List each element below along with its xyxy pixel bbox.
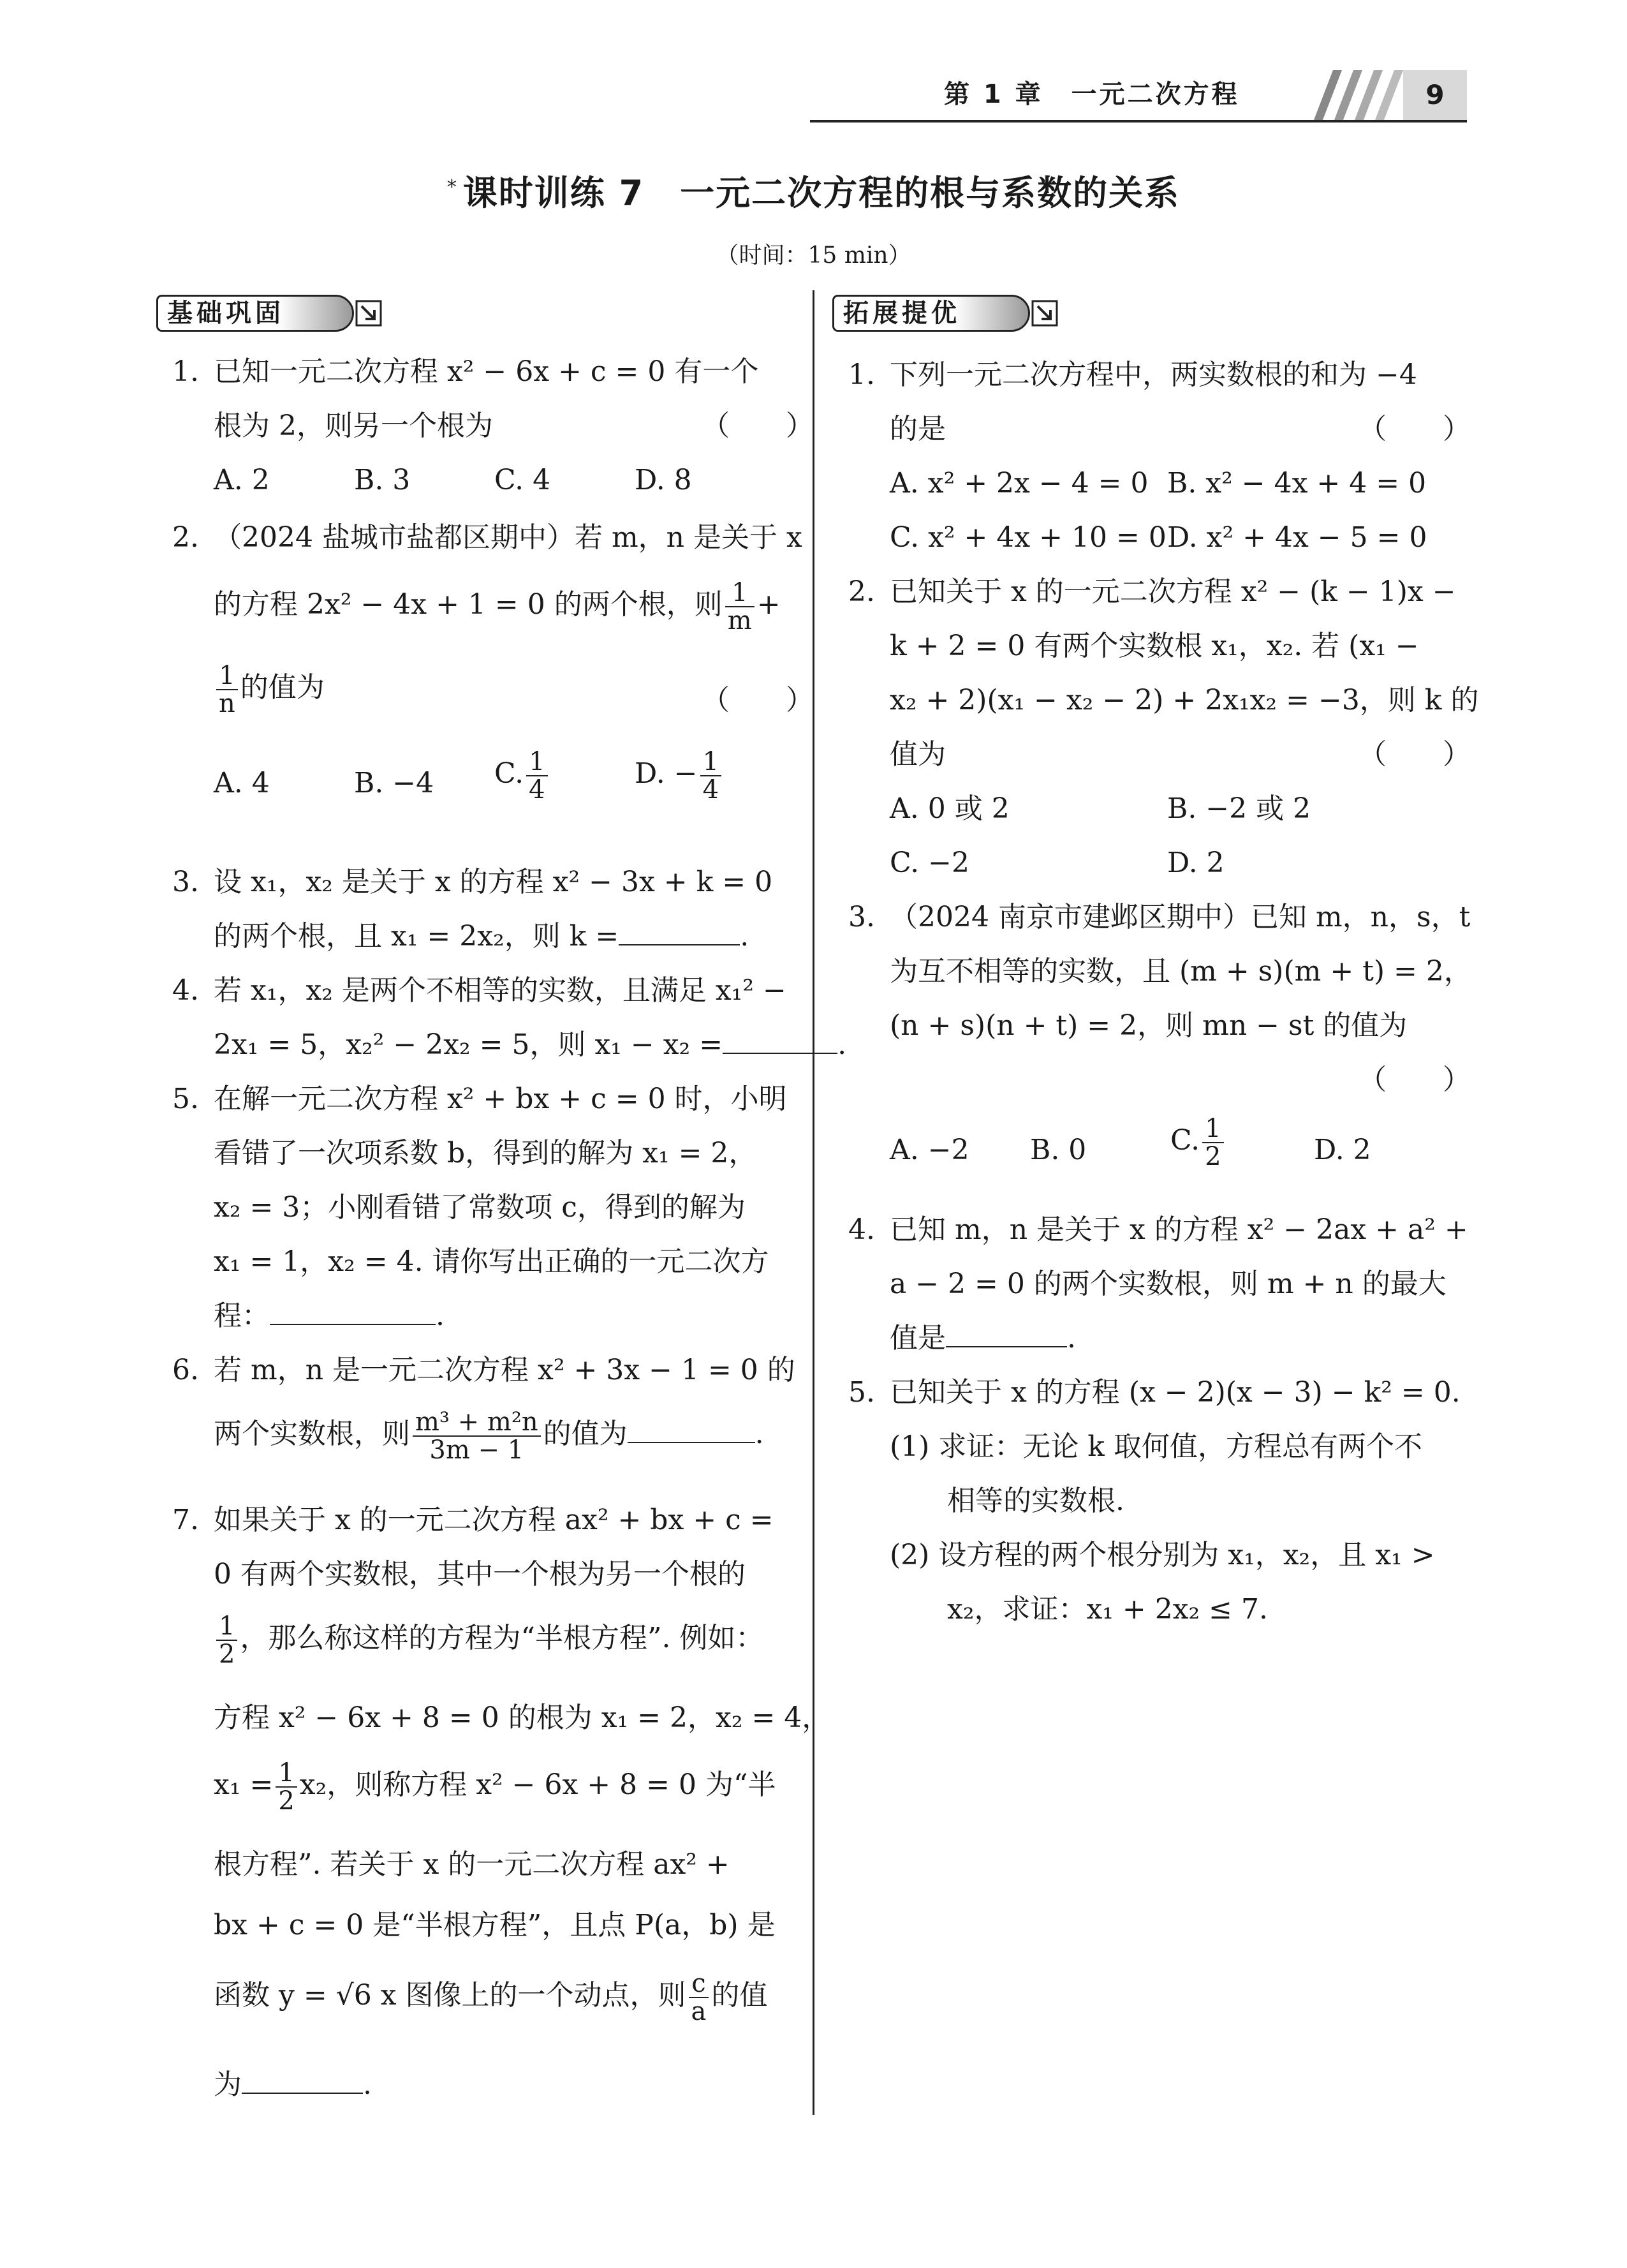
question-text: a − 2 = 0 的两个实数根，则 m + n 的最大: [890, 1268, 1447, 1300]
numerator: 1: [216, 1613, 237, 1641]
question-text: [214, 909, 749, 963]
header-rule: [810, 120, 1467, 122]
sub-question: 相等的实数根.: [947, 1485, 1124, 1517]
question-number: 4.: [848, 1213, 875, 1246]
question-text-part: ，那么称这样的方程为“半根方程”. 例如：: [240, 1622, 764, 1654]
option-d: D. x² + 4x − 5 = 0: [1167, 521, 1427, 554]
answer-blank[interactable]: [619, 919, 740, 945]
fraction: [526, 748, 547, 803]
question-text: 若 x₁，x₂ 是两个不相等的实数，且满足 x₁² −: [214, 974, 786, 1007]
title-text: 课时训练 7 一元二次方程的根与系数的关系: [462, 173, 1181, 213]
answer-paren: （ ）: [702, 410, 814, 442]
question-text: 已知关于 x 的方程 (x − 2)(x − 3) − k² = 0.: [890, 1376, 1461, 1409]
period: .: [363, 2068, 372, 2101]
period: .: [1067, 1322, 1076, 1354]
arrow-icon: [1031, 300, 1058, 327]
question-text-part: 值是: [890, 1322, 946, 1354]
plus-sign: +: [756, 588, 781, 621]
period: .: [837, 1028, 847, 1061]
answer-paren: （ ）: [702, 684, 814, 716]
denominator: 2: [219, 1639, 235, 1669]
option-a: A. 0 或 2: [890, 792, 1010, 825]
question-number: 3.: [172, 866, 199, 898]
question-text-part: 函数 y = √6 x 图像上的一个动点，则: [214, 1979, 686, 2012]
question-text: 已知关于 x 的一元二次方程 x² − (k − 1)x −: [890, 575, 1456, 608]
sub-question: (1) 求证：无论 k 取何值，方程总有两个不: [890, 1430, 1422, 1463]
fraction: [216, 1613, 237, 1668]
option-d: D. 8: [635, 464, 692, 496]
question-text-part: 的值为: [543, 1418, 628, 1450]
question-text: 如果关于 x 的一元二次方程 ax² + bx + c =: [214, 1504, 774, 1536]
option-c: [1170, 1113, 1226, 1170]
denominator: 2: [1205, 1141, 1221, 1171]
option-c: [494, 746, 550, 803]
fraction: [413, 1409, 541, 1464]
section-label: 基础巩固: [156, 295, 354, 332]
option-b: B. 0: [1030, 1134, 1087, 1166]
numerator: 1: [725, 579, 755, 607]
numerator: c: [689, 1970, 709, 1998]
question-text: 方程 x² − 6x + 8 = 0 的根为 x₁ = 2，x₂ = 4，: [214, 1701, 830, 1734]
time-limit: （时间：15 min）: [716, 242, 911, 269]
question-text: （2024 南京市建邺区期中）已知 m，n，s，t: [890, 901, 1471, 933]
question-number: 5.: [848, 1376, 875, 1409]
header-stripes-decoration: [1314, 70, 1403, 120]
page-header: [810, 70, 1467, 122]
question-text-part: 程：: [214, 1300, 270, 1332]
question-text: x₂ = 3；小刚看错了常数项 c，得到的解为: [214, 1191, 746, 1224]
sub-question: x₂，求证：x₁ + 2x₂ ≤ 7.: [947, 1593, 1269, 1626]
question-text: [214, 1407, 764, 1464]
question-text-part: 的值: [711, 1979, 768, 2012]
question-text: 已知 m，n 是关于 x 的方程 x² − 2ax + a² +: [890, 1213, 1468, 1246]
question-text: [214, 577, 781, 634]
question-text: [214, 1758, 776, 1814]
question-number: 1.: [172, 355, 199, 388]
column-divider: [813, 290, 814, 2115]
answer-blank[interactable]: [270, 1298, 436, 1325]
question-number: 7.: [172, 1504, 199, 1536]
question-text: 0 有两个实数根，其中一个根为另一个根的: [214, 1558, 746, 1590]
numerator: 1: [526, 748, 547, 776]
question-text-part: x₁ =: [214, 1768, 274, 1801]
period: .: [740, 920, 749, 952]
question-text-part: x₂，则称方程 x² − 6x + 8 = 0 为“半: [299, 1768, 776, 1801]
option-a: A. 4: [214, 767, 270, 799]
denominator: 4: [702, 775, 719, 804]
question-text-part: 的值为: [240, 671, 325, 704]
section-label: 拓展提优: [832, 295, 1030, 332]
option-a: A. x² + 2x − 4 = 0: [890, 467, 1149, 500]
question-number: 6.: [172, 1354, 199, 1386]
option-c: C. x² + 4x + 10 = 0: [890, 521, 1167, 554]
question-number: 2.: [172, 521, 199, 554]
question-number: 1.: [848, 359, 875, 391]
right-column: [848, 348, 1480, 2006]
option-b: B. −4: [354, 767, 434, 799]
question-text-part: 2x₁ = 5，x₂² − 2x₂ = 5，则 x₁ − x₂ =: [214, 1028, 723, 1061]
question-text: k + 2 = 0 有两个实数根 x₁，x₂. 若 (x₁ −: [890, 630, 1419, 662]
question-number: 5.: [172, 1083, 199, 1115]
option-b: B. −2 或 2: [1167, 792, 1311, 825]
answer-paren: （ ）: [1358, 738, 1471, 771]
question-text-part: 两个实数根，则: [214, 1418, 410, 1450]
denominator: 3m − 1: [429, 1435, 524, 1465]
question-text: （2024 盐城市盐都区期中）若 m，n 是关于 x: [214, 521, 802, 554]
section-header-basic: [156, 295, 386, 333]
question-text: 根方程”. 若关于 x 的一元二次方程 ax² +: [214, 1848, 730, 1881]
question-text-part: 的两个根，且 x₁ = 2x₂，则 k =: [214, 920, 619, 952]
question-text: [214, 1018, 846, 1072]
numerator: 1: [276, 1760, 297, 1788]
answer-blank[interactable]: [628, 1416, 755, 1443]
period: .: [436, 1300, 445, 1332]
answer-blank[interactable]: [946, 1321, 1067, 1347]
question-text: 已知一元二次方程 x² − 6x + c = 0 有一个: [214, 355, 759, 388]
fraction: [276, 1760, 297, 1814]
fraction: [725, 579, 755, 634]
question-text: 的是: [890, 413, 946, 445]
option-b: B. 3: [354, 464, 411, 496]
answer-paren: （ ）: [1358, 1064, 1471, 1096]
question-text: [214, 660, 325, 717]
question-number: 3.: [848, 901, 875, 933]
title-mark: *: [446, 176, 458, 198]
question-text: 看错了一次项系数 b，得到的解为 x₁ = 2，: [214, 1137, 757, 1169]
answer-blank[interactable]: [723, 1027, 837, 1054]
denominator: m: [727, 605, 752, 635]
option-c: C. 4: [494, 464, 551, 496]
question-text: 若 m，n 是一元二次方程 x² + 3x − 1 = 0 的: [214, 1354, 795, 1386]
sub-question: (2) 设方程的两个根分别为 x₁，x₂，且 x₁ >: [890, 1539, 1435, 1571]
question-text: 为互不相等的实数，且 (m + s)(m + t) = 2，: [890, 955, 1472, 988]
left-column: [172, 345, 847, 2131]
option-b: B. x² − 4x + 4 = 0: [1167, 467, 1427, 500]
fraction: [1202, 1115, 1223, 1170]
answer-paren: （ ）: [1358, 413, 1471, 445]
arrow-icon: [355, 300, 382, 327]
option-d: D. 2: [1167, 847, 1225, 879]
option-d: [635, 746, 724, 803]
chapter-title: 第 1 章 一元二次方程: [944, 80, 1240, 109]
section-header-advanced: [832, 295, 1062, 333]
denominator: n: [219, 688, 235, 718]
option-a: A. −2: [890, 1134, 969, 1166]
numerator: 1: [1202, 1115, 1223, 1143]
option-label: D. −: [635, 757, 698, 790]
question-text-part: 为: [214, 2068, 242, 2101]
option-c: C. −2: [890, 847, 969, 879]
question-text: 在解一元二次方程 x² + bx + c = 0 时，小明: [214, 1083, 787, 1115]
option-a: A. 2: [214, 464, 270, 496]
question-number: 4.: [172, 974, 199, 1007]
fraction: [689, 1970, 709, 2025]
page-number: 9: [1403, 70, 1467, 120]
question-text: x₂ + 2)(x₁ − x₂ − 2) + 2x₁x₂ = −3，则 k 的: [890, 684, 1479, 716]
question-text: x₁ = 1，x₂ = 4. 请你写出正确的一元二次方: [214, 1245, 769, 1278]
question-text: 根为 2，则另一个根为: [214, 410, 493, 442]
denominator: 4: [529, 775, 545, 804]
question-text: 下列一元二次方程中，两实数根的和为 −4: [890, 359, 1417, 391]
question-text: [214, 1289, 445, 1343]
fraction: [700, 748, 721, 803]
fraction: [216, 662, 238, 717]
option-label: C.: [1170, 1124, 1200, 1157]
question-text: 值为: [890, 738, 946, 771]
question-text: [890, 1311, 1076, 1365]
period: .: [755, 1418, 764, 1450]
question-text: bx + c = 0 是“半根方程”，且点 P(a，b) 是: [214, 1909, 776, 1941]
numerator: 1: [700, 748, 721, 776]
question-text: 设 x₁，x₂ 是关于 x 的方程 x² − 3x + k = 0: [214, 866, 773, 898]
answer-blank[interactable]: [242, 2067, 363, 2094]
question-number: 2.: [848, 575, 875, 608]
question-text: [214, 2057, 372, 2112]
option-label: C.: [494, 757, 524, 790]
question-text: (n + s)(n + t) = 2，则 mn − st 的值为: [890, 1009, 1408, 1042]
question-text-part: 的方程 2x² − 4x + 1 = 0 的两个根，则: [214, 588, 723, 621]
numerator: m³ + m²n: [413, 1409, 541, 1437]
question-text: [214, 1968, 767, 2025]
denominator: 2: [278, 1786, 295, 1816]
lesson-title: [0, 166, 1627, 215]
question-text: [214, 1611, 763, 1668]
numerator: 1: [216, 662, 238, 690]
denominator: a: [691, 1996, 707, 2026]
option-d: D. 2: [1314, 1134, 1371, 1166]
